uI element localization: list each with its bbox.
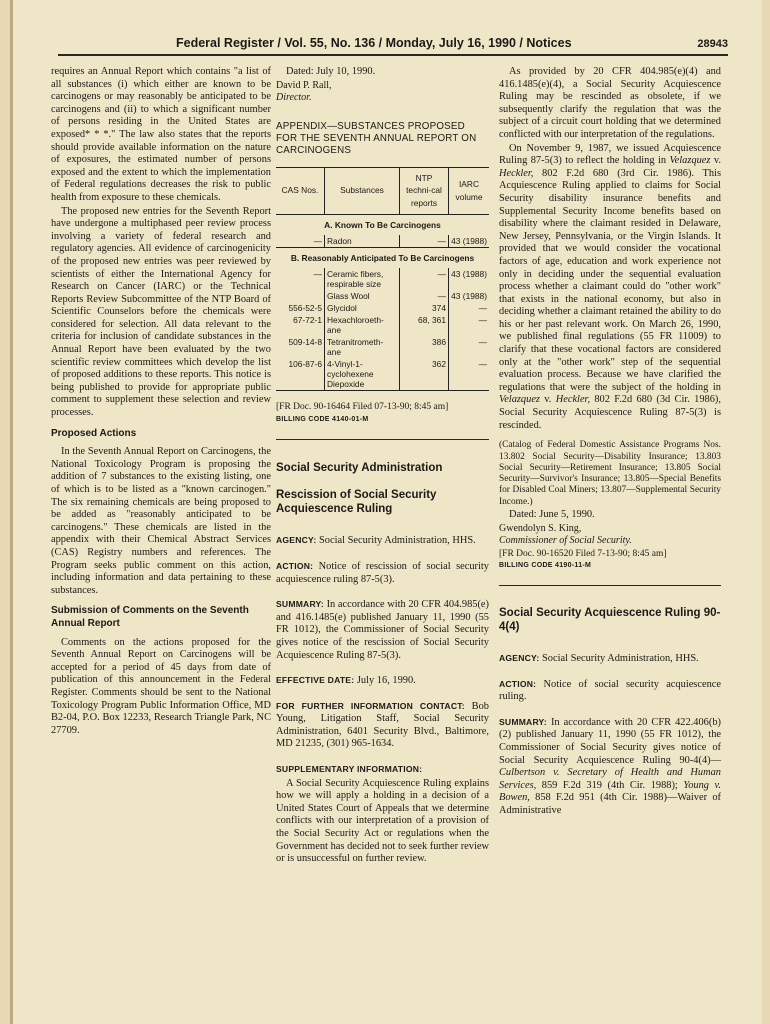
cell-iarc: 43 (1988) [449,290,490,302]
supp-label: SUPPLEMENTARY INFORMATION: [276,764,423,775]
summary-text: In accordance with 20 CFR 422.406(b)(2) published January 11, 1990 (55 FR 1012), the Commissioner of Social Security gives notice of Social Security Acquiescence Ruling 90-4(4)— [499,716,721,766]
table-row [276,314,489,336]
cell-ntp: 68, 361 [400,314,449,336]
agency-text: Social Security Administration, HHS. [542,652,699,664]
table-row [276,290,489,302]
running-head: Federal Register / Vol. 55, No. 136 / Monday, July 16, 1990 / Notices [176,36,572,50]
appendix-title: APPENDIX—SUBSTANCES PROPOSED FOR THE SEVENTH ANNUAL REPORT ON CARCINOGENS [276,120,477,156]
cell-ntp: 374 [400,302,449,314]
action-line [276,560,489,586]
case-name: Velazquez [499,394,540,406]
fr-doc-line: [FR Doc. 90-16520 Filed 7-13-90; 8:45 am] [499,548,667,559]
fr-doc-line: [FR Doc. 90-16464 Filed 07-13-90; 8:45 am] [276,401,449,412]
divider [499,585,721,586]
page-number: 28943 [697,38,728,50]
paragraph: Comments on the actions proposed for the Seventh Annual Report on Carcinogens will be accepted for a period of 45 days from date of publication of this announcement in the Federal Register. Comments should be sent to the National Toxicology Program Public Information Office, MD B2-04, P.O. Box 12233, Research Triangle Park, NC 27709. [51,636,271,736]
column-right [499,66,721,819]
supp-label-line [276,763,489,777]
cell-substance: 4-Vinyl-1-cyclohexene Diepoxide [325,358,400,391]
dated-line: Dated: June 5, 1990. [509,509,595,520]
document-page [10,0,762,1024]
summary-line [276,598,489,662]
contact-label: FOR FURTHER INFORMATION CONTACT: [276,700,465,711]
contact-line [276,700,489,751]
action-label: ACTION: [276,560,314,571]
document-title: Social Security Acquiescence Ruling 90-4(4) [499,606,721,633]
action-line [499,678,721,704]
cell-cas: 67-72-1 [293,314,322,325]
agency-label: AGENCY: [499,652,540,663]
summary-text: 859 F.2d 319 (4th Cir. 1988); [536,779,684,791]
cell-cas: — [276,235,325,248]
case-name: Culbertson v. Secretary of Health and Human Services, [499,767,721,791]
substances-table [276,167,489,391]
dated-line: Dated: July 10, 1990. [286,66,376,77]
table-row [276,336,489,358]
case-name: Heckler, [499,167,534,179]
cell-cas: 556-52-5 [288,302,322,313]
text-run: v. [539,394,556,406]
paragraph: In the Seventh Annual Report on Carcinogens, the National Toxicology Program is proposing the addition of 7 substances to the existing listing, one of which is to be listed as a "known carcinogen." The six remaining chemicals are being proposed to be added as "reasonably anticipated to be carcinogens." These chemicals are listed in the appendix with their Chemical Abstract Services (CAS) Registry numbers and references. The Program seeks public comment on this action, including information and data pertaining to these substances. [51,446,271,596]
contact-text: Bob Young, Litigation Staff, Social Security Administration, 6401 Security Blvd., Baltimore, MD 21235, (301) 965-1634. [276,700,489,750]
cell-substance: Glycidol [325,302,400,314]
paragraph: As provided by 20 CFR 404.985(e)(4) and 416.1485(e)(4), a Social Security Acquiescence Ruling may be rescinded as obsolete, if we subsequently clarify the regulation that was the subject of a circuit court holding that we determined conflicted with our interpretation of the regulations. [499,66,721,140]
cell-substance: Glass Wool [325,290,400,302]
table-row [276,268,489,290]
billing-code: BILLING CODE 4140-01-M [276,416,369,424]
catalog-note: (Catalog of Federal Domestic Assistance Programs Nos. 13.802 Social Security—Disability Insurance; 13.803 Social Security—Retirement Insurance; 13.805 Social Security—Survivor's Insurance; 13.805—Special Benefits for Disabled Coal Miners; 13.807—Supplemental Security Income.) [499,440,721,507]
cell-substance: Tetranitrometh-ane [325,336,400,358]
summary-text: In accordance with 20 CFR 404.985(e) and 416.1485(e) published January 11, 1990 (55 FR 1012), the Commissioner of Social Security gives notice of the rescission of Social Security Acquiescence Ruling 87-5(3). [276,599,489,661]
cell-cas [276,290,325,302]
section-anticipated: B. Reasonably Anticipated To Be Carcinogens [290,252,475,263]
summary-label: SUMMARY: [499,716,547,727]
summary-label: SUMMARY: [276,599,324,610]
cell-iarc: — [449,314,490,336]
cell-iarc: — [449,302,490,314]
summary-line [499,716,721,818]
agency-line [276,534,489,548]
case-name: Heckler, [555,394,591,406]
col-header-ntp: NTP techni-cal reports [400,167,449,214]
cell-substance: Radon [325,235,400,248]
effective-line [276,674,489,688]
summary-text: 858 F.2d 951 (4th Cir. 1988)—Waiver of Administrative [499,792,721,816]
divider [276,439,489,440]
agency-label: AGENCY: [276,535,317,546]
paragraph: A Social Security Acquiescence Ruling explains how we will apply a holding in a decision of a United States Court of Appeals that we determine conflicts with our interpretation of a provision of the Social Security Act or regulations when the Government has decided not to seek further review or is unsuccessful on further review. [276,777,489,865]
case-name: Young v. Bowen, [499,779,721,804]
column-left [51,66,271,738]
column-middle [276,66,489,867]
subheading-submission: Submission of Comments on the Seventh Annual Report [51,605,249,629]
page-header [58,34,728,56]
signer-title: Director. [276,92,312,104]
section-known: A. Known To Be Carcinogens [324,219,441,230]
cell-ntp: — [400,290,449,302]
action-label: ACTION: [499,678,537,689]
effective-label: EFFECTIVE DATE: [276,675,355,686]
col-header-cas: CAS Nos. [276,167,325,214]
cell-cas: — [313,268,322,279]
col-header-iarc: IARC volume [449,167,490,214]
paragraph: requires an Annual Report which contains "a list of all substances (i) which either are known to be carcinogens or may reasonably be anticipated to be carcinogens and (ii) to which a significant number of persons residing in the United States are exposed* * *." The law also states that the reports should provide available information on the nature of exposures, the estimated number of persons exposed and the extent to which the implementation of Federal regulations decreases the risk to public health from exposure to these chemicals. [51,66,271,203]
cell-iarc: — [449,336,490,358]
action-text: Notice of rescission of social security acquiescence ruling 87-5(3). [276,560,489,585]
text-run: 802 F.2d 680 (3d Cir. 1986), Social Security Acquiescence Ruling 87-5(3) is rescinded. [499,394,721,431]
agency-heading: Social Security Administration [276,461,443,474]
table-row [276,358,489,391]
cell-substance: Ceramic fibers, respirable size [325,268,400,290]
signer-name: Gwendolyn S. King, [499,522,582,534]
case-name: Velazquez [669,155,711,167]
agency-line [499,652,721,666]
signer-title: Commissioner of Social Security. [499,535,632,547]
cell-cas: 509-14-8 [288,336,322,347]
cell-substance: Hexachloroeth-ane [325,314,400,336]
effective-text: July 16, 1990. [356,675,416,687]
cell-ntp: 362 [400,358,449,391]
cell-iarc: 43 (1988) [449,268,490,290]
col-header-substances: Substances [325,167,400,214]
cell-iarc: — [449,358,490,391]
text-run: On November 9, 1987, we issued Acquiescence Ruling 87-5(3) to reflect the holding in [499,142,721,167]
billing-code: BILLING CODE 4190-11-M [499,562,592,570]
paragraph [499,143,721,433]
cell-ntp: — [400,235,449,248]
cell-iarc: 43 (1988) [449,235,490,248]
subheading-proposed-actions: Proposed Actions [51,427,137,439]
signer-name: David P. Rall, [276,79,332,91]
agency-text: Social Security Administration, HHS. [319,535,476,547]
table-row [276,302,489,314]
text-run: v. [710,155,721,167]
action-text: Notice of social security acquiescence ruling. [499,678,721,703]
cell-ntp: 386 [400,336,449,358]
document-title: Rescission of Social Security Acquiescence Ruling [276,489,437,516]
paragraph: The proposed new entries for the Seventh Report have undergone a multiphased peer review process involving a variety of federal research and regulatory agencies. All evidence of carcinogenicity of the proposed new entries was peer reviewed by scientists of either the International Agency for Research on Cancer (IARC) or the Technical Reports Review Subcommittee of the NTP Board of Scientific Counselors before the chemicals were considered for selection. All data relevant to the criteria for inclusion of candidate substances in the Annual Report have been evaluated by the two scientific review committees which develop the list of proposed additions to these reports. This notice is being published to provide for appropriate public comment to supplement these selection and review processes. [51,205,271,419]
text-run: 802 F.2d 680 (3rd Cir. 1986). This Acquiescence Ruling applied to claims for Social Security disability insurance benefits and Supplemental Security Income benefits based on disability where the claimant resided in Delaware, New Jersey, Pennsylvania, or the Virgin Islands. It provided that we would consider the vocational factors of age, education and work experience not only in deciding under the sequential evaluation process whether a claimant could do "other work" that exists in the national economy, but also in deciding whether a claimant retained the ability to do his or her past relevant work. On March 26, 1990, we published final regulations (55 FR 11009) to clarify that these vocational factors are considered only at the "other work" step of the sequential evaluation process. Because we have clarified the regulations that were the subject of the holding in [499,167,721,393]
cell-ntp: — [400,268,449,290]
cell-cas: 106-87-6 [276,358,325,391]
